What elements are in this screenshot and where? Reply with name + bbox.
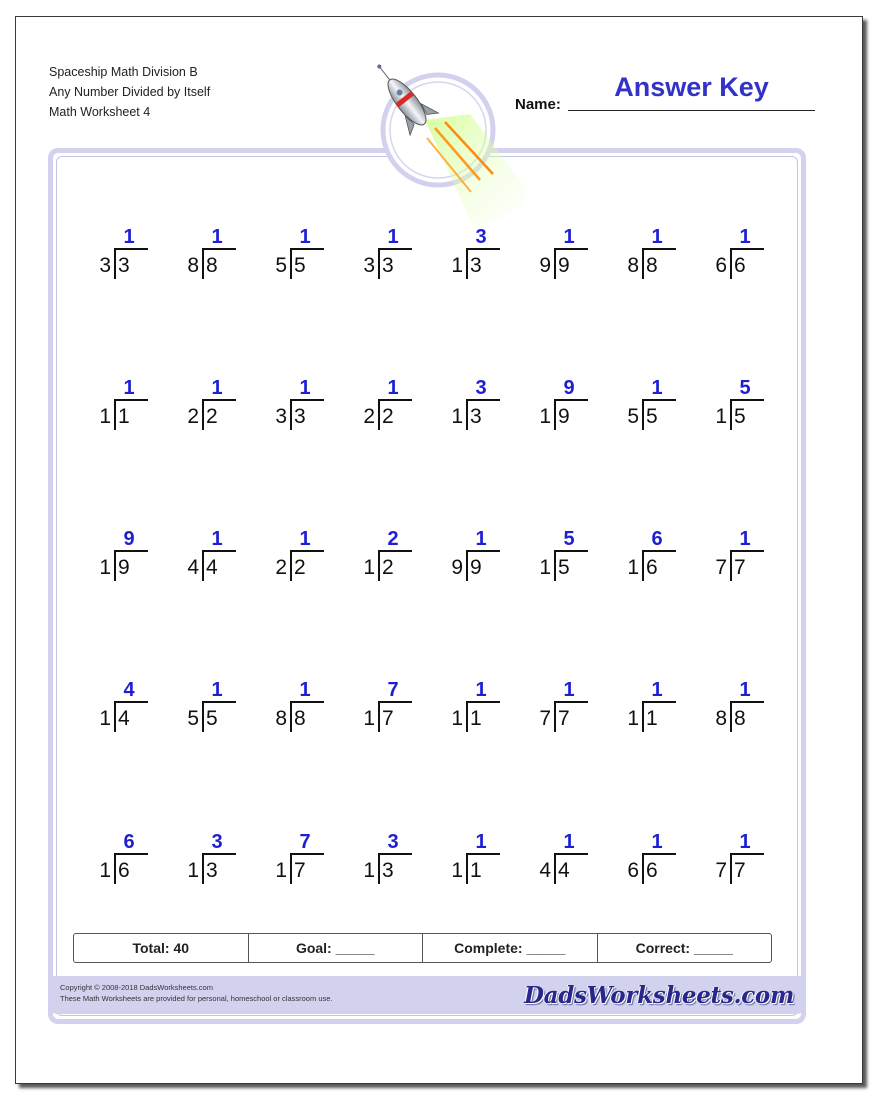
- dividend: 3: [470, 405, 482, 428]
- quotient-answer: 1: [563, 679, 575, 701]
- usage-notice: These Math Worksheets are provided for personal, homeschool or classroom use.: [60, 994, 333, 1003]
- quotient-answer: 1: [739, 679, 751, 701]
- divisor: 1: [99, 556, 111, 579]
- divisor: 4: [539, 859, 551, 882]
- divisor: 7: [715, 859, 727, 882]
- dividend: 3: [118, 254, 130, 277]
- dividend: 3: [206, 859, 218, 882]
- divisor: 1: [99, 405, 111, 428]
- divisor: 2: [363, 405, 375, 428]
- dividend: 3: [382, 859, 394, 882]
- quotient-answer: 1: [299, 528, 311, 550]
- division-problem: [182, 226, 248, 286]
- quotient-answer: 3: [475, 226, 487, 248]
- worksheet-subtitle: Any Number Divided by Itself: [49, 85, 211, 99]
- dividend: 5: [558, 556, 570, 579]
- divisor: 1: [451, 707, 463, 730]
- quotient-answer: 1: [387, 226, 399, 248]
- dividend: 5: [734, 405, 746, 428]
- brand-logo: DadsWorksheets.com: [523, 982, 794, 1009]
- score-bar: [73, 933, 772, 963]
- dividend: 6: [646, 556, 658, 579]
- division-problem: [358, 377, 424, 437]
- division-problem: [446, 226, 512, 286]
- dividend: 2: [382, 556, 394, 579]
- total-cell: Total: 40: [74, 934, 249, 962]
- divisor: 1: [451, 405, 463, 428]
- quotient-answer: 7: [299, 831, 311, 853]
- dividend: 9: [558, 405, 570, 428]
- quotient-answer: 1: [651, 377, 663, 399]
- division-problem: [534, 679, 600, 739]
- rocket-icon: [355, 50, 525, 225]
- dividend: 8: [206, 254, 218, 277]
- quotient-answer: 1: [475, 528, 487, 550]
- goal-cell: Goal: _____: [249, 934, 424, 962]
- complete-cell: Complete: _____: [423, 934, 598, 962]
- division-problem: [622, 377, 688, 437]
- name-field: [568, 72, 815, 111]
- correct-cell: Correct: _____: [635, 940, 733, 956]
- divisor: 8: [715, 707, 727, 730]
- division-problem: [270, 679, 336, 739]
- division-problem: [182, 528, 248, 588]
- dividend: 1: [470, 707, 482, 730]
- division-problem: [622, 226, 688, 286]
- divisor: 1: [627, 707, 639, 730]
- dividend: 6: [118, 859, 130, 882]
- divisor: 8: [627, 254, 639, 277]
- quotient-answer: 4: [123, 679, 135, 701]
- quotient-answer: 1: [739, 831, 751, 853]
- division-problem: [446, 831, 512, 891]
- division-problem: [622, 528, 688, 588]
- dividend: 7: [734, 859, 746, 882]
- divisor: 1: [451, 859, 463, 882]
- divisor: 1: [275, 859, 287, 882]
- dividend: 7: [558, 707, 570, 730]
- dividend: 3: [294, 405, 306, 428]
- quotient-answer: 3: [387, 831, 399, 853]
- divisor: 5: [187, 707, 199, 730]
- quotient-answer: 6: [123, 831, 135, 853]
- dividend: 5: [294, 254, 306, 277]
- dividend: 2: [206, 405, 218, 428]
- division-problem: [182, 831, 248, 891]
- answer-key-title: Answer Key: [614, 72, 769, 102]
- dividend: 9: [118, 556, 130, 579]
- dividend: 7: [734, 556, 746, 579]
- dividend: 6: [734, 254, 746, 277]
- division-problem: [446, 377, 512, 437]
- divisor: 1: [539, 556, 551, 579]
- copyright-text: Copyright © 2008-2018 DadsWorksheets.com: [60, 983, 213, 992]
- quotient-answer: 1: [563, 831, 575, 853]
- divisor: 1: [363, 556, 375, 579]
- division-problem: [94, 528, 160, 588]
- quotient-answer: 5: [739, 377, 751, 399]
- dividend: 4: [206, 556, 218, 579]
- divisor: 3: [99, 254, 111, 277]
- quotient-answer: 9: [123, 528, 135, 550]
- quotient-answer: 1: [299, 377, 311, 399]
- divisor: 6: [715, 254, 727, 277]
- dividend: 5: [646, 405, 658, 428]
- division-problem: [710, 377, 776, 437]
- quotient-answer: 1: [651, 831, 663, 853]
- quotient-answer: 1: [211, 226, 223, 248]
- dividend: 1: [646, 707, 658, 730]
- division-problem: [534, 528, 600, 588]
- division-problem: [94, 679, 160, 739]
- division-problem: [710, 831, 776, 891]
- divisor: 3: [363, 254, 375, 277]
- dividend: 1: [118, 405, 130, 428]
- divisor: 1: [99, 859, 111, 882]
- quotient-answer: 1: [739, 226, 751, 248]
- divisor: 1: [539, 405, 551, 428]
- division-problem: [270, 831, 336, 891]
- quotient-answer: 1: [123, 377, 135, 399]
- quotient-answer: 1: [211, 377, 223, 399]
- divisor: 1: [187, 859, 199, 882]
- divisor: 2: [187, 405, 199, 428]
- dividend: 7: [294, 859, 306, 882]
- dividend: 2: [294, 556, 306, 579]
- dividend: 4: [558, 859, 570, 882]
- divisor: 7: [539, 707, 551, 730]
- division-problem: [94, 226, 160, 286]
- quotient-answer: 1: [563, 226, 575, 248]
- quotient-answer: 9: [563, 377, 575, 399]
- dividend: 3: [382, 254, 394, 277]
- division-problem: [622, 831, 688, 891]
- quotient-answer: 2: [387, 528, 399, 550]
- problems-frame: [48, 148, 806, 1024]
- dividend: 2: [382, 405, 394, 428]
- divisor: 1: [363, 707, 375, 730]
- divisor: 1: [627, 556, 639, 579]
- divisor: 1: [363, 859, 375, 882]
- divisor: 9: [451, 556, 463, 579]
- division-problem: [710, 679, 776, 739]
- divisor: 8: [187, 254, 199, 277]
- division-problem: [446, 679, 512, 739]
- quotient-answer: 3: [475, 377, 487, 399]
- division-problem: [94, 377, 160, 437]
- dividend: 8: [294, 707, 306, 730]
- dividend: 8: [734, 707, 746, 730]
- quotient-answer: 1: [475, 679, 487, 701]
- division-problem: [534, 226, 600, 286]
- division-problem: [534, 377, 600, 437]
- footer-text: [60, 982, 333, 1004]
- quotient-answer: 1: [299, 226, 311, 248]
- divisor: 8: [275, 707, 287, 730]
- dividend: 8: [646, 254, 658, 277]
- division-problem: [446, 528, 512, 588]
- divisor: 5: [627, 405, 639, 428]
- divisor: 2: [275, 556, 287, 579]
- quotient-answer: 1: [123, 226, 135, 248]
- quotient-answer: 1: [475, 831, 487, 853]
- quotient-answer: 3: [211, 831, 223, 853]
- worksheet-titles: [49, 62, 210, 122]
- quotient-answer: 1: [299, 679, 311, 701]
- worksheet-number: Math Worksheet 4: [49, 105, 151, 119]
- division-problem: [182, 377, 248, 437]
- division-problem: [270, 377, 336, 437]
- division-problem: [358, 226, 424, 286]
- quotient-answer: 6: [651, 528, 663, 550]
- divisor: 7: [715, 556, 727, 579]
- dividend: 6: [646, 859, 658, 882]
- division-problem: [710, 528, 776, 588]
- dividend: 1: [470, 859, 482, 882]
- divisor: 5: [275, 254, 287, 277]
- dividend: 5: [206, 707, 218, 730]
- worksheet-title: Spaceship Math Division B: [49, 65, 198, 79]
- quotient-answer: 1: [211, 679, 223, 701]
- division-problem: [710, 226, 776, 286]
- dividend: 4: [118, 707, 130, 730]
- dividend: 9: [558, 254, 570, 277]
- dividend: 9: [470, 556, 482, 579]
- quotient-answer: 1: [387, 377, 399, 399]
- divisor: 3: [275, 405, 287, 428]
- divisor: 9: [539, 254, 551, 277]
- quotient-answer: 1: [739, 528, 751, 550]
- divisor: 1: [715, 405, 727, 428]
- division-problem: [358, 679, 424, 739]
- division-problem: [358, 528, 424, 588]
- divisor: 1: [99, 707, 111, 730]
- footer-bar: [48, 976, 806, 1014]
- quotient-answer: 7: [387, 679, 399, 701]
- divisor: 1: [451, 254, 463, 277]
- division-problem: [270, 226, 336, 286]
- division-problem: [270, 528, 336, 588]
- divisor: 6: [627, 859, 639, 882]
- quotient-answer: 1: [651, 226, 663, 248]
- division-problem: [182, 679, 248, 739]
- divisor: 4: [187, 556, 199, 579]
- dividend: 7: [382, 707, 394, 730]
- quotient-answer: 1: [651, 679, 663, 701]
- division-problem: [622, 679, 688, 739]
- division-problem: [358, 831, 424, 891]
- dividend: 3: [470, 254, 482, 277]
- quotient-answer: 1: [211, 528, 223, 550]
- division-problem: [534, 831, 600, 891]
- quotient-answer: 5: [563, 528, 575, 550]
- division-problem: [94, 831, 160, 891]
- name-label: Name:: [515, 96, 561, 113]
